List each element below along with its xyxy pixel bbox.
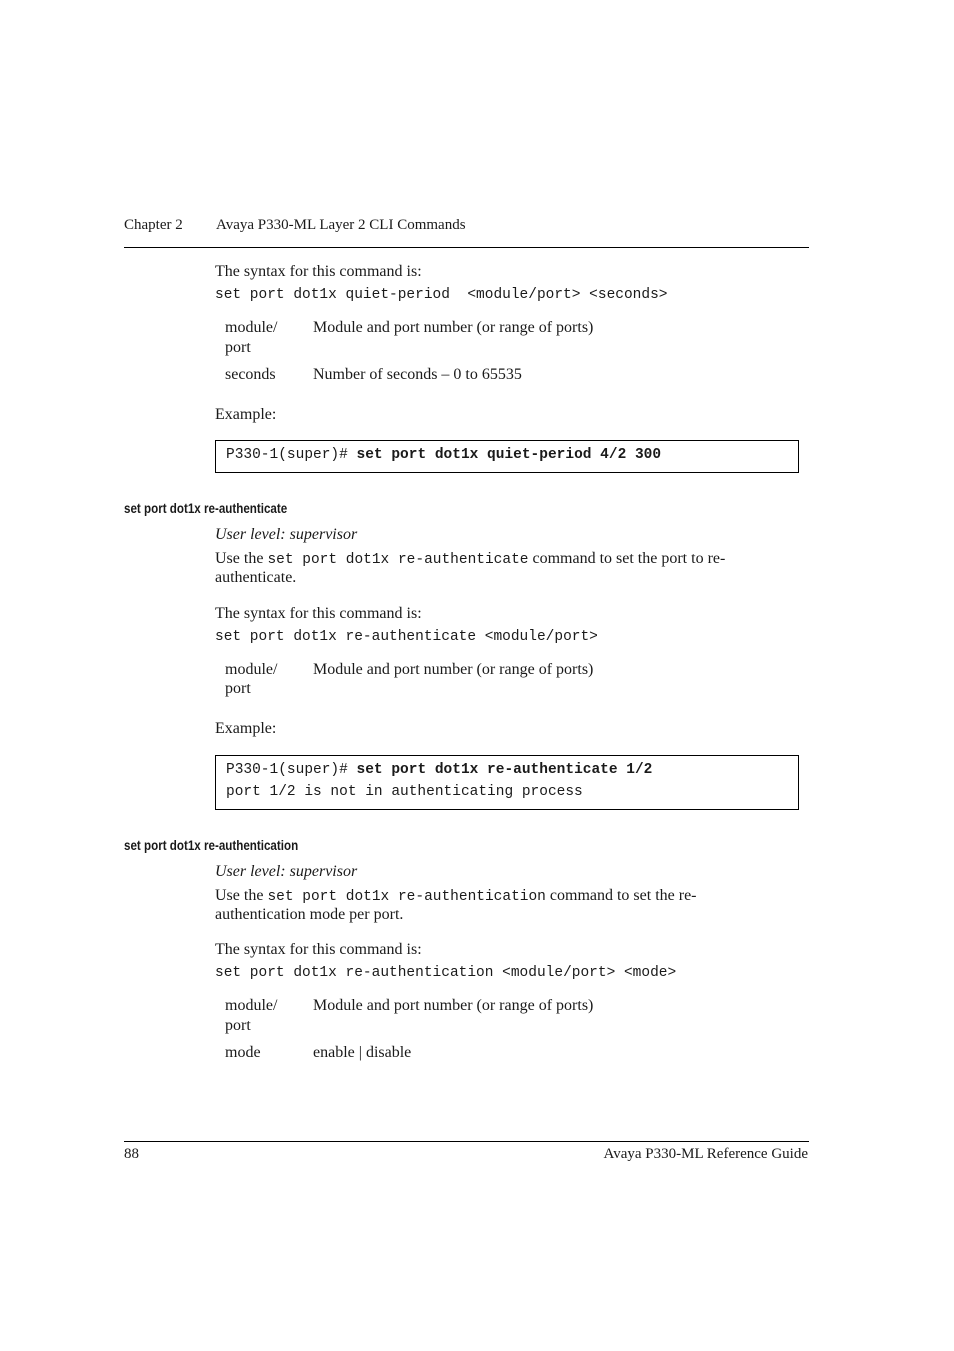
syntax-intro: The syntax for this command is: <box>215 941 422 958</box>
param-name-cont: port <box>225 1017 251 1034</box>
header-rule <box>124 247 809 248</box>
param-desc: Module and port number (or range of ports) <box>313 661 594 678</box>
text-span: command to set the re- <box>545 887 697 904</box>
param-name: mode <box>225 1044 261 1061</box>
description-line-2: authenticate. <box>215 569 297 586</box>
param-desc: enable | disable <box>313 1044 412 1061</box>
syntax-line <box>215 629 598 645</box>
footer-rule <box>124 1141 809 1142</box>
param-name: module/ <box>225 319 278 336</box>
param-desc: Number of seconds – 0 to 65535 <box>313 366 522 383</box>
cli-prompt: P330-1(super)# <box>226 447 357 463</box>
param-desc: Module and port number (or range of ports) <box>313 319 594 336</box>
section-heading: set port dot1x re-authenticate <box>124 501 288 516</box>
cli-prompt: P330-1(super)# <box>226 762 357 778</box>
text-span: command to set the port to re- <box>528 550 726 567</box>
code-line <box>226 762 652 778</box>
syntax-command: set port dot1x re-authentication <box>215 965 494 981</box>
text-span: Use the <box>215 550 268 567</box>
code-line <box>226 447 661 463</box>
param-name: module/ <box>225 997 278 1014</box>
user-level: User level: supervisor <box>215 863 358 880</box>
inline-command: set port dot1x re-authentication <box>267 889 546 905</box>
cli-command: set port dot1x re-authenticate 1/2 <box>356 762 653 778</box>
syntax-intro: The syntax for this command is: <box>215 605 422 622</box>
description-line <box>215 549 725 570</box>
example-label: Example: <box>215 406 277 423</box>
description-line <box>215 886 697 907</box>
guide-title: Avaya P330-ML Reference Guide <box>603 1146 808 1162</box>
syntax-line: set port dot1x quiet-period <module/port> <seconds> <box>215 287 668 303</box>
example-label: Example: <box>215 720 277 737</box>
syntax-intro: The syntax for this command is: <box>215 263 422 280</box>
chapter-title: Avaya P330-ML Layer 2 CLI Commands <box>216 217 466 233</box>
cli-command: set port dot1x quiet-period 4/2 300 <box>356 447 662 463</box>
example-code-box <box>215 755 799 810</box>
description-line-2: authentication mode per port. <box>215 906 404 923</box>
cli-output: port 1/2 is not in authenticating process <box>226 784 583 800</box>
syntax-args: <module/port> <mode> <box>502 965 677 981</box>
syntax-command: set port dot1x re-authenticate <box>215 629 477 645</box>
user-level: User level: supervisor <box>215 526 358 543</box>
example-code-box <box>215 440 799 473</box>
syntax-args: <module/port> <box>484 629 598 645</box>
section-heading: set port dot1x re-authentication <box>124 838 299 853</box>
param-desc: Module and port number (or range of ports) <box>313 997 594 1014</box>
text-span: Use the <box>215 887 268 904</box>
syntax-line <box>215 965 676 981</box>
param-name: seconds <box>225 366 276 383</box>
param-name-cont: port <box>225 680 251 697</box>
page-number: 88 <box>124 1146 139 1162</box>
chapter-label: Chapter 2 <box>124 217 183 233</box>
param-name-cont: port <box>225 339 251 356</box>
param-name: module/ <box>225 661 278 678</box>
inline-command: set port dot1x re-authenticate <box>267 552 529 568</box>
